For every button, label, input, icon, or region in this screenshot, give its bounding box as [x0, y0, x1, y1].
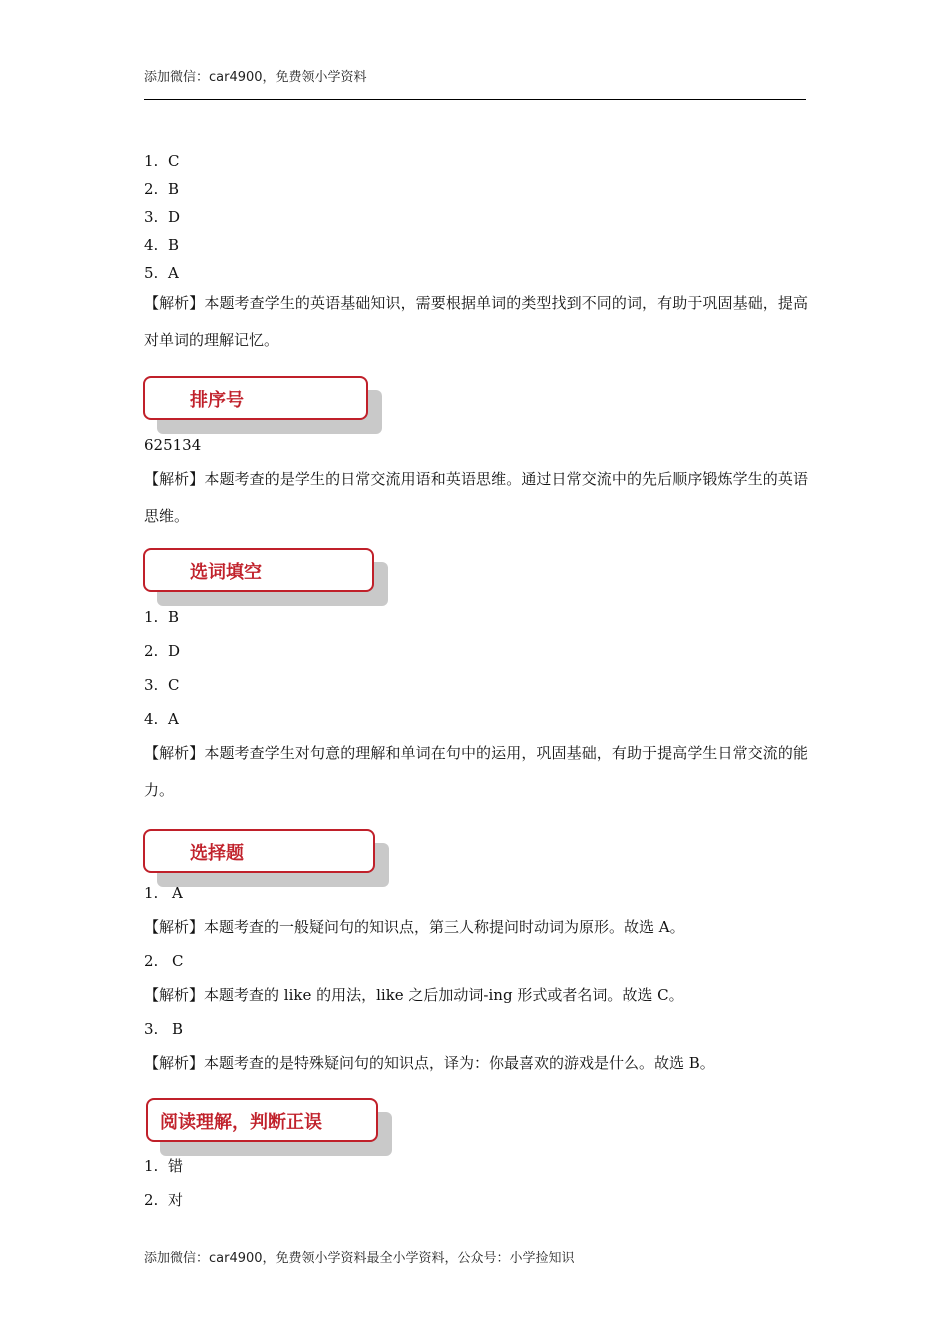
answer-value: B — [168, 236, 180, 254]
analysis-line: 【解析】本题考查的一般疑问句的知识点，第三人称提问时动词为原形。故选 A。 — [144, 918, 685, 936]
answer-item — [144, 675, 179, 695]
analysis-paragraph: 【解析】本题考查学生的英语基础知识，需要根据单词的类型找到不同的词，有助于巩固基础，提高对单词的理解记忆。 — [144, 294, 808, 349]
answer-value: A — [172, 884, 183, 902]
answer-item — [144, 263, 179, 283]
section-title: 排序号 — [190, 390, 244, 411]
answer-number: 3. — [144, 208, 159, 226]
answer-item — [144, 235, 179, 255]
answer-item — [144, 883, 183, 903]
answer-number: 4. — [144, 710, 159, 728]
sorting-answer: 625134 — [144, 436, 202, 454]
section-title: 选择题 — [190, 843, 244, 864]
answer-value: D — [168, 208, 181, 226]
answer-value: A — [168, 264, 179, 282]
answer-value: B — [168, 180, 180, 198]
answer-value: 错 — [168, 1157, 184, 1175]
analysis-line: 【解析】本题考查的是特殊疑问句的知识点，译为：你最喜欢的游戏是什么。故选 B。 — [144, 1054, 715, 1072]
answer-item — [144, 1190, 183, 1210]
answer-item — [144, 1156, 183, 1176]
analysis-paragraph: 【解析】本题考查的是学生的日常交流用语和英语思维。通过日常交流中的先后顺序锻炼学生的英语思维。 — [144, 470, 808, 525]
answer-value: B — [168, 608, 180, 626]
answer-number: 1. — [144, 1157, 159, 1175]
answer-number: 2. — [144, 1191, 159, 1209]
answer-value: B — [172, 1020, 184, 1038]
section-banner-sorting — [143, 376, 368, 420]
answer-value: C — [168, 676, 180, 694]
answer-item — [144, 607, 179, 627]
analysis-line: 【解析】本题考查的 like 的用法，like 之后加动词-ing 形式或者名词。故选 C。 — [144, 986, 684, 1004]
section-title: 选词填空 — [190, 562, 262, 583]
banner-frame — [143, 829, 375, 873]
section-banner-reading — [146, 1098, 378, 1142]
section-banner-fill-in — [143, 548, 374, 592]
answer-item — [144, 207, 180, 227]
answer-number: 4. — [144, 236, 159, 254]
answer-item — [144, 709, 179, 729]
answer-item — [144, 1019, 183, 1039]
answer-value: A — [168, 710, 179, 728]
answer-value: 对 — [168, 1191, 184, 1209]
answer-item — [144, 179, 179, 199]
footer-text: 添加微信：car4900，免费领小学资料最全小学资料，公众号：小学捡知识 — [144, 1251, 575, 1266]
header-divider — [144, 99, 806, 100]
answer-item — [144, 951, 183, 971]
answer-number: 5. — [144, 264, 159, 282]
answer-number: 2. — [144, 180, 159, 198]
answer-number: 2. — [144, 952, 159, 970]
answer-item — [144, 641, 180, 661]
answer-number: 1. — [144, 152, 159, 170]
banner-frame — [143, 376, 368, 420]
section-title: 阅读理解，判断正误 — [160, 1112, 322, 1133]
answer-value: C — [172, 952, 184, 970]
header-text: 添加微信：car4900，免费领小学资料 — [144, 70, 367, 85]
answer-number: 1. — [144, 884, 159, 902]
analysis-paragraph: 【解析】本题考查学生对句意的理解和单词在句中的运用，巩固基础，有助于提高学生日常交流的能力。 — [144, 744, 808, 799]
answer-value: D — [168, 642, 181, 660]
section-banner-multiple-choice — [143, 829, 375, 873]
answer-number: 3. — [144, 1020, 159, 1038]
answer-value: C — [168, 152, 180, 170]
answer-item — [144, 151, 179, 171]
answer-number: 1. — [144, 608, 159, 626]
answer-number: 2. — [144, 642, 159, 660]
answer-number: 3. — [144, 676, 159, 694]
